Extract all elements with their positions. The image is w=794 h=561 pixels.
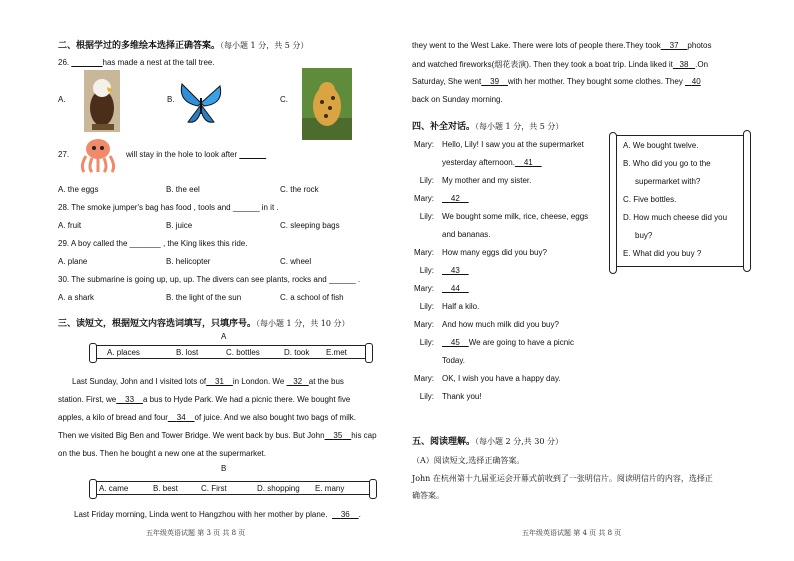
passage-b-line: Saturday, She went 39 with her mother. They bought some clothes. They 40 bbox=[412, 77, 701, 86]
question-26: 26. _______has made a nest at the tall tree. bbox=[58, 58, 215, 67]
option-c: C. a school of fish bbox=[280, 293, 344, 302]
question-30: 30. The submarine is going up, up, up. The divers can see plants, rocks and ______ . bbox=[58, 275, 361, 284]
dialogue-line: Hello, Lily! I saw you at the supermarket bbox=[442, 140, 584, 149]
choice-item: E. What did you buy ? bbox=[623, 249, 702, 258]
dialogue-line: We bought some milk, rice, cheese, eggs bbox=[442, 212, 589, 221]
option-b: B. juice bbox=[166, 221, 193, 230]
speaker-label: Mary: bbox=[414, 248, 434, 257]
speaker-label: Mary: bbox=[414, 320, 434, 329]
choice-item: buy? bbox=[635, 231, 653, 240]
question-29: 29. A boy called the _______ , the King likes this ride. bbox=[58, 239, 248, 248]
word-option: A. places bbox=[107, 348, 140, 357]
option-label: A. bbox=[58, 95, 66, 104]
section-5-heading: 五、阅读理解。（每小题 2 分,共 30 分） bbox=[412, 437, 563, 447]
part-a-instruction: （A）阅读短文,选择正确答案。 bbox=[412, 456, 525, 465]
option-a: A. the eggs bbox=[58, 185, 99, 194]
passage-a-line: Then we visited Big Ben and Tower Bridge. We went back by bus. But John 35 his cap bbox=[58, 431, 377, 440]
passage-a-line: apples, a kilo of bread and four 34 of juice. And we also bought two bags of milk. bbox=[58, 413, 356, 422]
choices-panel bbox=[614, 135, 746, 267]
speaker-label: Lily: bbox=[419, 176, 434, 185]
speaker-label: Mary: bbox=[414, 374, 434, 383]
speaker-label: Lily: bbox=[419, 338, 434, 347]
dialogue-line: OK, I wish you have a happy day. bbox=[442, 374, 561, 383]
word-option: D. shopping bbox=[257, 484, 300, 493]
word-option: E.met bbox=[326, 348, 347, 357]
scroll-roll-right bbox=[743, 130, 751, 272]
jaguar-image bbox=[302, 68, 352, 140]
section-2-heading: 二、根据学过的多维绘本选择正确答案。（每小题 1 分，共 5 分） bbox=[58, 41, 309, 51]
word-option: C. First bbox=[201, 484, 227, 493]
reading-intro: 确答案。 bbox=[412, 491, 444, 500]
word-option: E. many bbox=[315, 484, 345, 493]
question-27-number: 27. bbox=[58, 150, 70, 159]
word-box-b bbox=[92, 481, 374, 495]
reading-intro: John 在杭州第十九届亚运会开幕式前收到了一张明信片。阅读明信片的内容，选择正 bbox=[412, 474, 713, 483]
option-a: A. fruit bbox=[58, 221, 82, 230]
choice-item: B. Who did you go to the bbox=[623, 159, 711, 168]
word-box-a bbox=[92, 345, 370, 359]
speaker-label: Mary: bbox=[414, 284, 434, 293]
answer-blank: 43 bbox=[450, 266, 460, 275]
page-footer: 五年级英语试题 第 3 页 共 8 页 bbox=[146, 529, 246, 537]
dialogue-line: 45 We are going to have a picnic bbox=[450, 338, 574, 347]
dialogue-line: Half a kilo. bbox=[442, 302, 480, 311]
section-3-heading: 三、读短文，根据短文内容选词填写，只填序号。（每小题 1 分，共 10 分） bbox=[58, 319, 350, 329]
answer-blank: 44 bbox=[450, 284, 460, 293]
option-b: B. the eel bbox=[166, 185, 200, 194]
question-27: will stay in the hole to look after ______ bbox=[126, 150, 267, 159]
option-a: A. a shark bbox=[58, 293, 95, 302]
question-28: 28. The smoke jumper's bag has food , tools and ______ in it . bbox=[58, 203, 279, 212]
speaker-label: Lily: bbox=[419, 212, 434, 221]
option-a: A. plane bbox=[58, 257, 88, 266]
section-4-heading: 四、补全对话。（每小题 1 分，共 5 分） bbox=[412, 122, 564, 132]
choice-item: C. Five bottles. bbox=[623, 195, 677, 204]
option-b: B. helicopter bbox=[166, 257, 211, 266]
passage-a-line: on the bus. Then he bought a new one at the supermarket. bbox=[58, 449, 266, 458]
option-c: C. wheel bbox=[280, 257, 312, 266]
word-option: C. bottles bbox=[226, 348, 260, 357]
dialogue-line: and bananas. bbox=[442, 230, 491, 239]
option-label: C. bbox=[280, 95, 288, 104]
option-c: C. sleeping bags bbox=[280, 221, 340, 230]
speaker-label: Mary: bbox=[414, 194, 434, 203]
page-footer: 五年级英语试题 第 4 页 共 8 页 bbox=[522, 529, 622, 537]
word-option: A. came bbox=[99, 484, 129, 493]
word-option: B. lost bbox=[176, 348, 199, 357]
dialogue-line: Thank you! bbox=[442, 392, 482, 401]
passage-a-line: Last Sunday, John and I visited lots of 31 in London. We 32 at the bus bbox=[72, 377, 344, 386]
scroll-roll-left bbox=[609, 132, 617, 274]
speaker-label: Lily: bbox=[419, 266, 434, 275]
passage-b-line: back on Sunday morning. bbox=[412, 95, 503, 104]
word-option: D. took bbox=[284, 348, 310, 357]
dialogue-line: How many eggs did you buy? bbox=[442, 248, 547, 257]
choice-item: D. How much cheese did you bbox=[623, 213, 728, 222]
passage-a-line: station. First, we 33 a bus to Hyde Park. We had a picnic there. We bought five bbox=[58, 395, 351, 404]
box-a-label: A bbox=[221, 332, 227, 341]
passage-b-line: Last Friday morning, Linda went to Hangzhou with her mother by plane. 36 . bbox=[74, 510, 361, 519]
dialogue-line: And how much milk did you buy? bbox=[442, 320, 559, 329]
answer-blank: 42 bbox=[450, 194, 460, 203]
option-b: B. the light of the sun bbox=[166, 293, 242, 302]
dialogue-line: yesterday afternoon. 41 bbox=[442, 158, 533, 167]
passage-b-line: and watched fireworks(烟花表演). Then they took a boat trip. Linda liked it 38 .On bbox=[412, 60, 709, 69]
option-label: B. bbox=[167, 95, 175, 104]
option-c: C. the rock bbox=[280, 185, 319, 194]
speaker-label: Lily: bbox=[419, 302, 434, 311]
dialogue-line: Today. bbox=[442, 356, 465, 365]
choice-item: supermarket with? bbox=[635, 177, 701, 186]
butterfly-image bbox=[178, 80, 224, 126]
dialogue-line: My mother and my sister. bbox=[442, 176, 532, 185]
speaker-label: Lily: bbox=[419, 392, 434, 401]
word-option: B. best bbox=[153, 484, 178, 493]
octopus-image bbox=[76, 136, 120, 174]
box-b-label: B bbox=[221, 464, 227, 473]
speaker-label: Mary: bbox=[414, 140, 434, 149]
eagle-image bbox=[84, 70, 120, 132]
passage-b-line: they went to the West Lake. There were lots of people there.They took 37 photos bbox=[412, 41, 712, 50]
choice-item: A. We bought twelve. bbox=[623, 141, 699, 150]
